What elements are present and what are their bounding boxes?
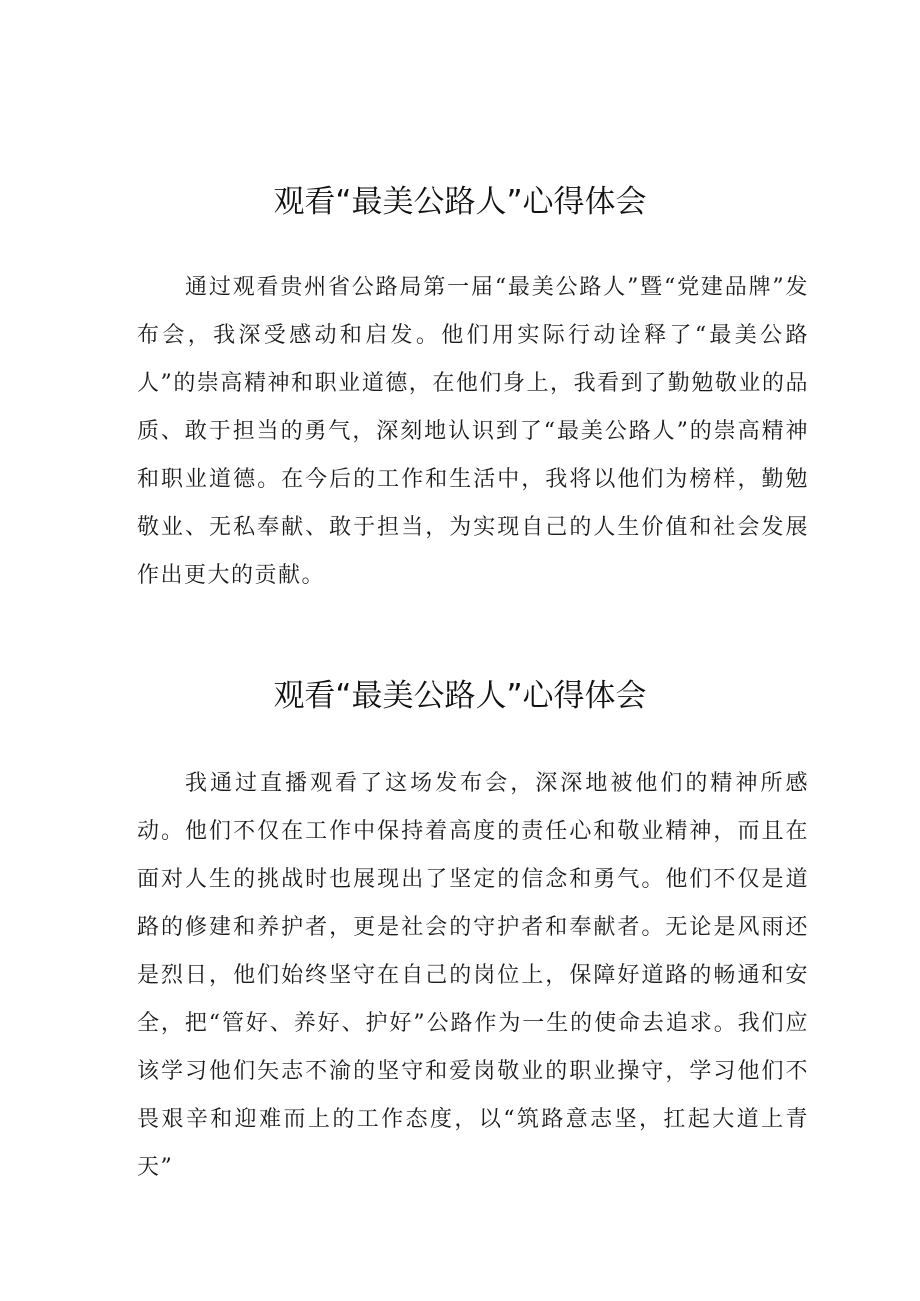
section-2-paragraph: 我通过直播观看了这场发布会，深深地被他们的精神所感动。他们不仅在工作中保持着高度的责任心和敬业精神，而且在面对人生的挑战时也展现出了坚定的信念和勇气。他们不仅是道路的修建和养护者，更是社会的守护者和奉献者。无论是风雨还是烈日，他们始终坚守在自己的岗位上，保障好道路的畅通和安全，把“管好、养好、护好”公路作为一生的使命去追求。我们应该学习他们矢志不渝的坚守和爱岗敬业的职业操守，学习他们不畏艰辛和迎难而上的工作态度，以“筑路意志坚，扛起大道上青天”: [137, 771, 809, 1180]
section-1-paragraph: 通过观看贵州省公路局第一届“最美公路人”暨“党建品牌”发布会，我深受感动和启发。他们用实际行动诠释了“最美公路人”的崇高精神和职业道德，在他们身上，我看到了勤勉敬业的品质、敢于担当的勇气，深刻地认识到了“最美公路人”的崇高精神和职业道德。在今后的工作和生活中，我将以他们为榜样，勤勉敬业、无私奉献、敢于担当，为实现自己的人生价值和社会发展作出更大的贡献。: [137, 275, 809, 588]
section-2-title: 观看“最美公路人”心得体会: [273, 678, 647, 714]
section-1-title: 观看“最美公路人”心得体会: [273, 184, 647, 220]
